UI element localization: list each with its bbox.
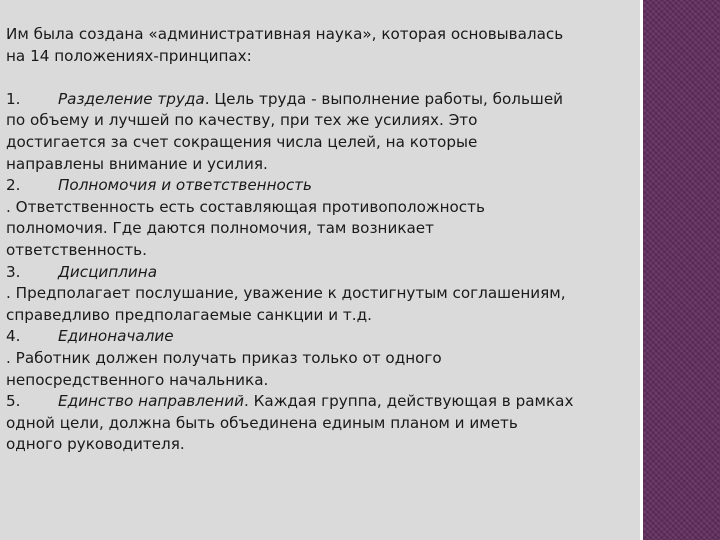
- principle-text: . Предполагает послушание, уважение к достигнутым соглашениям,: [6, 284, 566, 303]
- slide-text: [6, 24, 634, 456]
- paragraph-gap: [6, 67, 634, 89]
- principle-text: достигается за счет сокращения числа целей, на которые: [6, 132, 478, 151]
- principle-title: Разделение труда: [58, 89, 205, 108]
- principle-text: справедливо предполагаемые санкции и т.д.: [6, 305, 372, 324]
- principle-title-suffix: . Каждая группа, действующая в рамках: [243, 392, 574, 411]
- principle-title: Единоначалие: [58, 327, 174, 346]
- principle-title-suffix: . Цель труда - выполнение работы, большей: [204, 89, 564, 108]
- principle-number: 3.: [6, 262, 21, 281]
- principle-text: одного руководителя.: [6, 435, 185, 454]
- principle-text: непосредственного начальника.: [6, 370, 269, 389]
- principle-number: 1.: [6, 89, 21, 108]
- principle-text: одной цели, должна быть объединена единым планом и иметь: [6, 413, 518, 432]
- intro-line: на 14 положениях-принципах:: [6, 46, 252, 65]
- principle-text: направлены внимание и усилия.: [6, 154, 268, 173]
- decorative-side-band: [640, 0, 720, 540]
- principle-title: Полномочия и ответственность: [58, 176, 312, 195]
- principle-text: полномочия. Где даются полномочия, там возникает: [6, 219, 434, 238]
- principle-heading: [6, 262, 634, 284]
- intro-line: Им была создана «административная наука», которая основывалась: [6, 25, 564, 43]
- principle-text: ответственность.: [6, 240, 147, 259]
- principle-heading: [6, 89, 634, 111]
- principle-number: 5.: [6, 392, 21, 411]
- principle-heading: [6, 326, 634, 348]
- principle-text: по объему и лучшей по качеству, при тех же усилиях. Это: [6, 111, 478, 130]
- principle-text: . Работник должен получать приказ только от одного: [6, 348, 442, 367]
- principle-title: Единство направлений: [58, 392, 244, 411]
- principle-heading: [6, 391, 634, 413]
- principle-heading: [6, 175, 634, 197]
- principle-number: 2.: [6, 176, 21, 195]
- principle-text: . Ответственность есть составляющая противоположность: [6, 197, 485, 216]
- principle-number: 4.: [6, 327, 21, 346]
- principle-title: Дисциплина: [58, 262, 158, 281]
